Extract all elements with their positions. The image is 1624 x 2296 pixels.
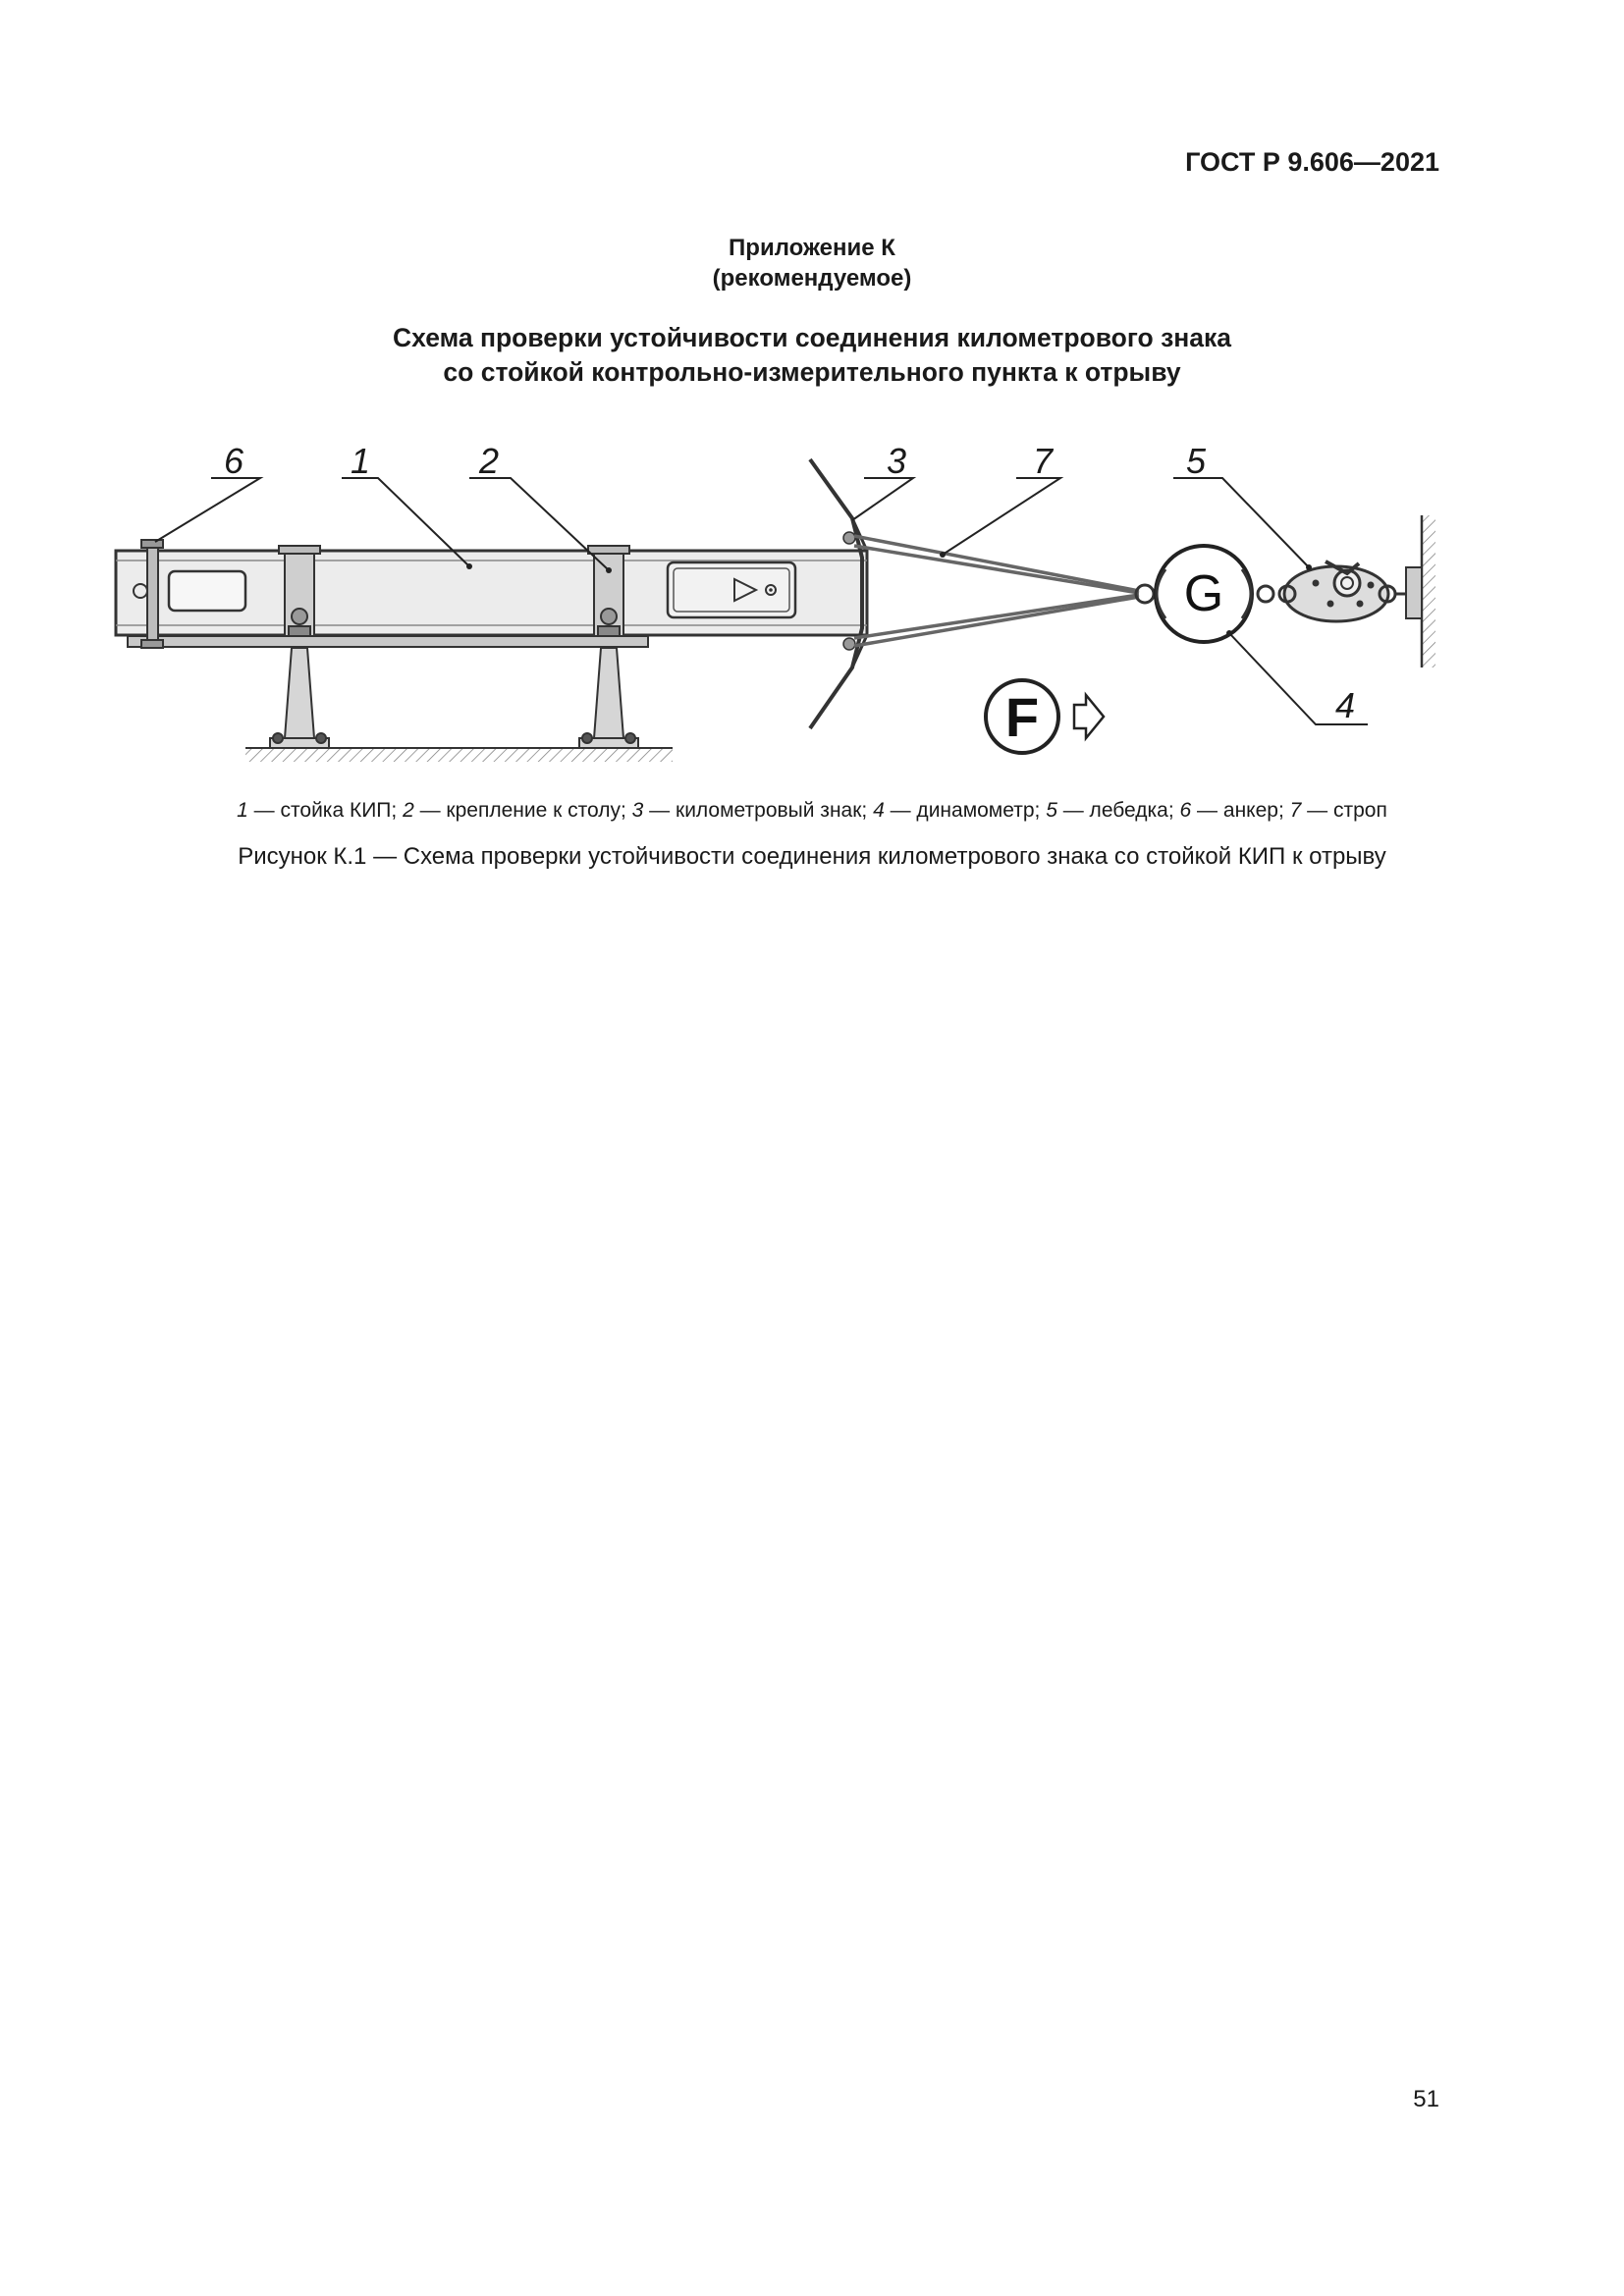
kip-post [116, 551, 867, 635]
force-letter: F [1004, 686, 1040, 748]
appendix-label: Приложение К [729, 235, 895, 261]
figure-legend [0, 799, 1624, 823]
appendix-status: (рекомендуемое) [712, 265, 912, 292]
legend-num-2: 2 [403, 799, 414, 822]
callout-3: 3 [886, 441, 907, 481]
legend-text-7: — строп [1301, 799, 1387, 822]
legend-num-5: 5 [1046, 799, 1057, 822]
legend-text-2: — крепление к столу; [413, 799, 632, 822]
callout-5: 5 [1185, 441, 1207, 481]
table-top [128, 636, 648, 647]
sling [854, 536, 1139, 646]
dynamometer [1136, 546, 1273, 642]
callout-1: 1 [350, 441, 371, 481]
page-number: 51 [1413, 2086, 1439, 2112]
legend-text-6: — анкер; [1191, 799, 1290, 822]
legend-text-4: — динамометр; [884, 799, 1047, 822]
callout-4: 4 [1334, 685, 1356, 725]
floor [245, 748, 673, 762]
title-line-1: Схема проверки устойчивости соединения километрового знака [392, 323, 1232, 352]
legend-num-4: 4 [873, 799, 885, 822]
winch [1279, 561, 1395, 621]
test-scheme-figure [0, 0, 1624, 785]
legend-num-7: 7 [1289, 799, 1302, 822]
legend-text-5: — лебедка; [1056, 799, 1180, 822]
callout-6: 6 [223, 441, 244, 481]
legend-text-1: — стойка КИП; [247, 799, 404, 822]
callout-2: 2 [478, 441, 500, 481]
callout-7: 7 [1032, 441, 1054, 481]
figure-caption: Рисунок К.1 — Схема проверки устойчивости соединения километрового знака со стойкой КИП к отрыву [238, 843, 1386, 870]
legend-num-6: 6 [1179, 799, 1192, 822]
legend-num-1: 1 [237, 799, 248, 822]
table-legs [270, 648, 638, 748]
legend-num-3: 3 [631, 799, 644, 822]
legend-text-3: — километровый знак; [643, 799, 874, 822]
document-code: ГОСТ Р 9.606—2021 [1185, 147, 1439, 177]
force-indicator [986, 680, 1104, 753]
title-line-2: со стойкой контрольно-измерительного пункта к отрыву [443, 357, 1181, 387]
wall [1395, 515, 1435, 667]
dynamometer-letter: G [1183, 565, 1224, 622]
